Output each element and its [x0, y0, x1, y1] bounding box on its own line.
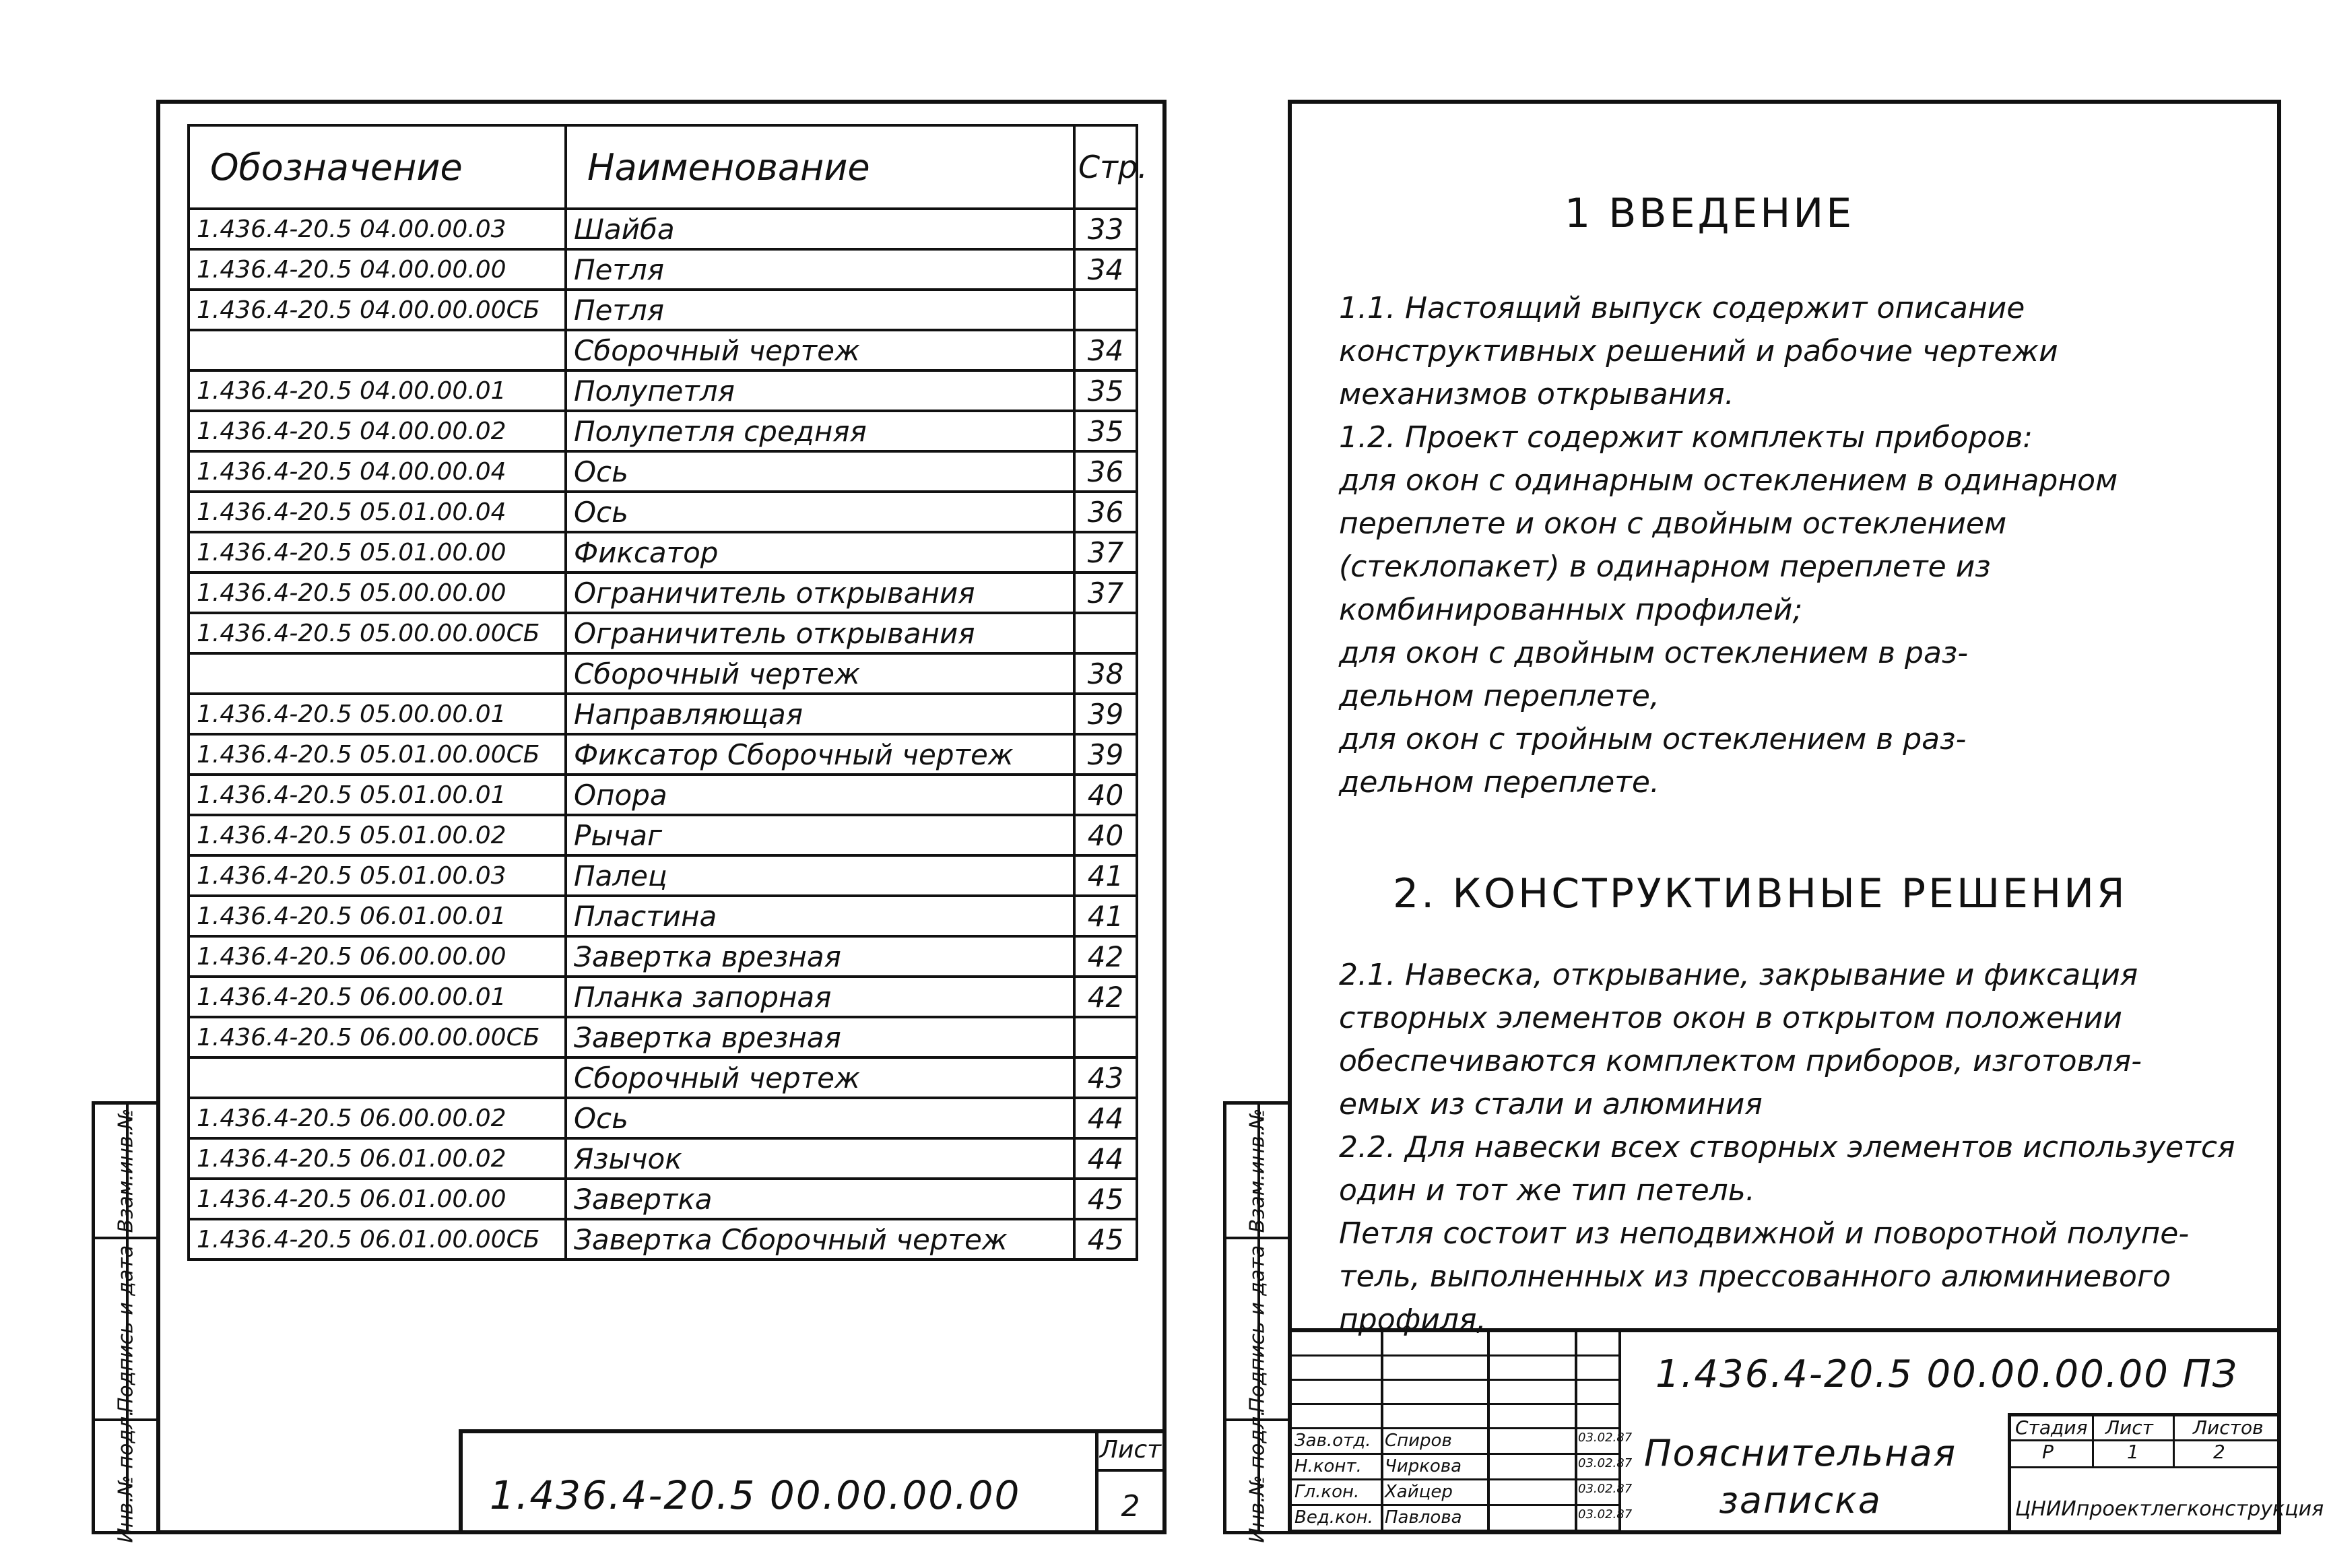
table-row	[189, 290, 1137, 330]
strip-cell-sign	[95, 1239, 156, 1421]
cell-name: Опора	[566, 775, 1074, 815]
spec-table-body	[189, 209, 1137, 1260]
cell-page	[1074, 613, 1137, 653]
stage-sheet-block	[2008, 1413, 2324, 1534]
cell-page: 44	[1074, 1138, 1137, 1179]
cell-page: 45	[1074, 1219, 1137, 1260]
cell-name: Планка запорная	[566, 977, 1074, 1017]
signature-row	[1292, 1455, 1633, 1480]
paragraph-design-solutions: 2.1. Навеска, открывание, закрывание и фиксация створных элементов окон в открытом положении обеспечиваются комплектом приборов, изготовля- емых из стали и алюминия 2.2. Для навески всех створных элементов используется один и тот же тип петель. Петля состоит из неподвижной и поворотной полупе- тель, выполненных из прессованного алюминиевого профиля,	[1339, 958, 2235, 1337]
header-designation: Обозначение	[189, 125, 566, 209]
cell-designation	[189, 1057, 566, 1098]
strip-label-replace: Взам.инв.№	[114, 1108, 137, 1233]
signature-role: Вед.кон.	[1294, 1507, 1373, 1528]
sheet-value: 1	[2127, 1441, 2139, 1463]
cell-page	[1074, 290, 1137, 330]
cell-designation: 1.436.4-20.5 06.00.00.01	[189, 977, 566, 1017]
table-row	[189, 492, 1137, 532]
cell-designation: 1.436.4-20.5 05.01.00.02	[189, 815, 566, 855]
signature-date: 03.02.87	[1578, 1431, 1633, 1445]
title-block	[1292, 1328, 2324, 1530]
stamp-sheet-number: 2	[1121, 1489, 1140, 1524]
signature-name: Чиркова	[1385, 1456, 1462, 1476]
cell-name: Полупетля	[566, 370, 1074, 411]
cell-name: Ограничитель открывания	[566, 613, 1074, 653]
strip-cell-replace-r	[1226, 1105, 1288, 1239]
cell-page: 44	[1074, 1098, 1137, 1138]
right-sheet	[1288, 100, 2324, 1534]
header-page: Стр.	[1074, 125, 1137, 209]
cell-designation	[189, 330, 566, 370]
cell-page: 35	[1074, 370, 1137, 411]
cell-page: 43	[1074, 1057, 1137, 1098]
signature-grid	[1292, 1332, 1633, 1530]
heading-design-solutions: 2. КОНСТРУКТИВНЫЕ РЕШЕНИЯ	[1393, 870, 2128, 917]
table-row	[189, 936, 1137, 977]
cell-page: 41	[1074, 855, 1137, 896]
signature-row	[1292, 1506, 1633, 1532]
cell-page: 40	[1074, 815, 1137, 855]
cell-designation: 1.436.4-20.5 04.00.00.00СБ	[189, 290, 566, 330]
strip-cell-replace	[95, 1105, 156, 1239]
cell-page	[1074, 1017, 1137, 1057]
cell-name: Сборочный чертеж	[566, 330, 1074, 370]
cell-designation: 1.436.4-20.5 05.00.00.01	[189, 694, 566, 734]
cell-page: 42	[1074, 977, 1137, 1017]
cell-page: 36	[1074, 451, 1137, 492]
table-row	[189, 411, 1137, 451]
signature-role: Гл.кон.	[1294, 1482, 1360, 1502]
cell-page: 41	[1074, 896, 1137, 936]
cell-name: Ось	[566, 451, 1074, 492]
cell-name: Рычаг	[566, 815, 1074, 855]
document-code: 1.436.4-20.5 00.00.00.00 ПЗ	[1655, 1352, 2238, 1396]
cell-designation: 1.436.4-20.5 05.01.00.00СБ	[189, 734, 566, 775]
cell-designation: 1.436.4-20.5 06.01.00.02	[189, 1138, 566, 1179]
cell-name: Язычок	[566, 1138, 1074, 1179]
cell-page: 38	[1074, 653, 1137, 694]
strip-label-sign: Подпись и дата	[114, 1245, 137, 1413]
cell-name: Пластина	[566, 896, 1074, 936]
strip-cell-sign-r	[1226, 1239, 1288, 1421]
cell-name: Завертка Сборочный чертеж	[566, 1219, 1074, 1260]
stage-label: Стадия	[2015, 1416, 2088, 1439]
cell-designation: 1.436.4-20.5 06.01.00.01	[189, 896, 566, 936]
cell-designation: 1.436.4-20.5 04.00.00.04	[189, 451, 566, 492]
cell-designation: 1.436.4-20.5 04.00.00.03	[189, 209, 566, 249]
cell-name: Ось	[566, 492, 1074, 532]
strip-label-sign-r: Подпись и дата	[1245, 1245, 1269, 1413]
table-row	[189, 1098, 1137, 1138]
table-row	[189, 330, 1137, 370]
header-name: Наименование	[566, 125, 1074, 209]
table-row	[189, 1179, 1137, 1219]
signature-row	[1292, 1429, 1633, 1455]
cell-page: 45	[1074, 1179, 1137, 1219]
table-row	[189, 694, 1137, 734]
cell-designation: 1.436.4-20.5 05.01.00.01	[189, 775, 566, 815]
signature-role: Зав.отд.	[1294, 1431, 1371, 1451]
strip-label-replace-r: Взам.инв.№	[1245, 1108, 1269, 1233]
table-row	[189, 855, 1137, 896]
cell-name: Направляющая	[566, 694, 1074, 734]
cell-designation: 1.436.4-20.5 05.00.00.00	[189, 573, 566, 613]
cell-page: 37	[1074, 573, 1137, 613]
spec-table	[187, 124, 1148, 1261]
cell-designation: 1.436.4-20.5 06.00.00.02	[189, 1098, 566, 1138]
document-title: Пояснительная записка	[1643, 1432, 1957, 1522]
table-row	[189, 815, 1137, 855]
table-row	[189, 653, 1137, 694]
cell-page: 37	[1074, 532, 1137, 573]
cell-designation: 1.436.4-20.5 04.00.00.02	[189, 411, 566, 451]
table-row	[189, 532, 1137, 573]
strip-label-orig: Инв.№ подл.	[114, 1409, 137, 1543]
cell-name: Завертка врезная	[566, 1017, 1074, 1057]
cell-page: 42	[1074, 936, 1137, 977]
cell-designation: 1.436.4-20.5 06.01.00.00	[189, 1179, 566, 1219]
signature-date: 03.02.87	[1578, 1482, 1633, 1496]
table-row	[189, 370, 1137, 411]
table-row	[189, 573, 1137, 613]
heading-introduction: 1 ВВЕДЕНИЕ	[1565, 190, 1855, 237]
signature-date: 03.02.87	[1578, 1507, 1633, 1522]
sheet-label: Лист	[2105, 1416, 2153, 1439]
table-row	[189, 613, 1137, 653]
organization-name: ЦНИИпроектлегконструкция	[2015, 1497, 2324, 1521]
cell-name: Полупетля средняя	[566, 411, 1074, 451]
cell-page: 33	[1074, 209, 1137, 249]
cell-designation: 1.436.4-20.5 06.00.00.00	[189, 936, 566, 977]
cell-name: Ось	[566, 1098, 1074, 1138]
sheets-value: 2	[2213, 1441, 2225, 1463]
table-row	[189, 1057, 1137, 1098]
stamp-code: 1.436.4-20.5 00.00.00.00	[490, 1472, 1021, 1518]
sheet-stamp	[459, 1429, 1162, 1530]
cell-name: Завертка врезная	[566, 936, 1074, 977]
cell-designation: 1.436.4-20.5 05.00.00.00СБ	[189, 613, 566, 653]
cell-name: Петля	[566, 249, 1074, 290]
table-row	[189, 249, 1137, 290]
table-row	[189, 896, 1137, 936]
table-row	[189, 1219, 1137, 1260]
signature-date: 03.02.87	[1578, 1456, 1633, 1470]
cell-name: Завертка	[566, 1179, 1074, 1219]
stamp-sheet-label: Лист	[1098, 1436, 1162, 1472]
cell-designation: 1.436.4-20.5 05.01.00.00	[189, 532, 566, 573]
cell-name: Ограничитель открывания	[566, 573, 1074, 613]
strip-cell-orig-r	[1226, 1409, 1288, 1543]
stage-value: Р	[2042, 1441, 2054, 1463]
cell-designation: 1.436.4-20.5 06.00.00.00СБ	[189, 1017, 566, 1057]
stamp-sheet-cell	[1095, 1433, 1162, 1530]
cell-page: 34	[1074, 330, 1137, 370]
table-row	[189, 1017, 1137, 1057]
signature-name: Хайцер	[1385, 1482, 1453, 1502]
table-row	[189, 734, 1137, 775]
paragraph-introduction: 1.1. Настоящий выпуск содержит описание конструктивных решений и рабочие чертежи механизмов открывания. 1.2. Проект содержит комплекты приборов: для окон с одинарным остеклением в одинарном переплете и окон с двойным остеклением (стеклопакет) в одинарном переплете из комбинированных профилей; для окон с двойным остеклением в раз- дельном переплете, для окон с тройным остеклением в раз- дельном переплете.	[1339, 291, 2118, 799]
cell-name: Шайба	[566, 209, 1074, 249]
left-sheet	[156, 100, 1167, 1534]
cell-name: Фиксатор	[566, 532, 1074, 573]
strip-cell-orig	[95, 1409, 156, 1543]
strip-label-orig-r: Инв.№ подл.	[1245, 1409, 1269, 1543]
cell-page: 35	[1074, 411, 1137, 451]
cell-name: Петля	[566, 290, 1074, 330]
cell-name: Палец	[566, 855, 1074, 896]
cell-designation: 1.436.4-20.5 05.01.00.03	[189, 855, 566, 896]
table-row	[189, 451, 1137, 492]
cell-name: Сборочный чертеж	[566, 653, 1074, 694]
cell-name: Сборочный чертеж	[566, 1057, 1074, 1098]
signature-row	[1292, 1480, 1633, 1506]
side-strip-right	[1223, 1101, 1288, 1543]
cell-designation: 1.436.4-20.5 04.00.00.01	[189, 370, 566, 411]
cell-designation: 1.436.4-20.5 06.01.00.00СБ	[189, 1219, 566, 1260]
cell-page: 40	[1074, 775, 1137, 815]
cell-name: Фиксатор Сборочный чертеж	[566, 734, 1074, 775]
table-row	[189, 1138, 1137, 1179]
cell-designation	[189, 653, 566, 694]
cell-designation: 1.436.4-20.5 05.01.00.04	[189, 492, 566, 532]
side-strip-left	[92, 1101, 156, 1543]
signature-name: Спиров	[1385, 1431, 1452, 1451]
sheets-label: Листов	[2193, 1416, 2264, 1439]
signature-role: Н.конт.	[1294, 1456, 1362, 1476]
table-row	[189, 209, 1137, 249]
cell-page: 36	[1074, 492, 1137, 532]
cell-designation: 1.436.4-20.5 04.00.00.00	[189, 249, 566, 290]
table-header-row	[189, 125, 1137, 209]
cell-page: 39	[1074, 694, 1137, 734]
table-row	[189, 977, 1137, 1017]
cell-page: 34	[1074, 249, 1137, 290]
table-row	[189, 775, 1137, 815]
signature-name: Павлова	[1385, 1507, 1462, 1528]
cell-page: 39	[1074, 734, 1137, 775]
